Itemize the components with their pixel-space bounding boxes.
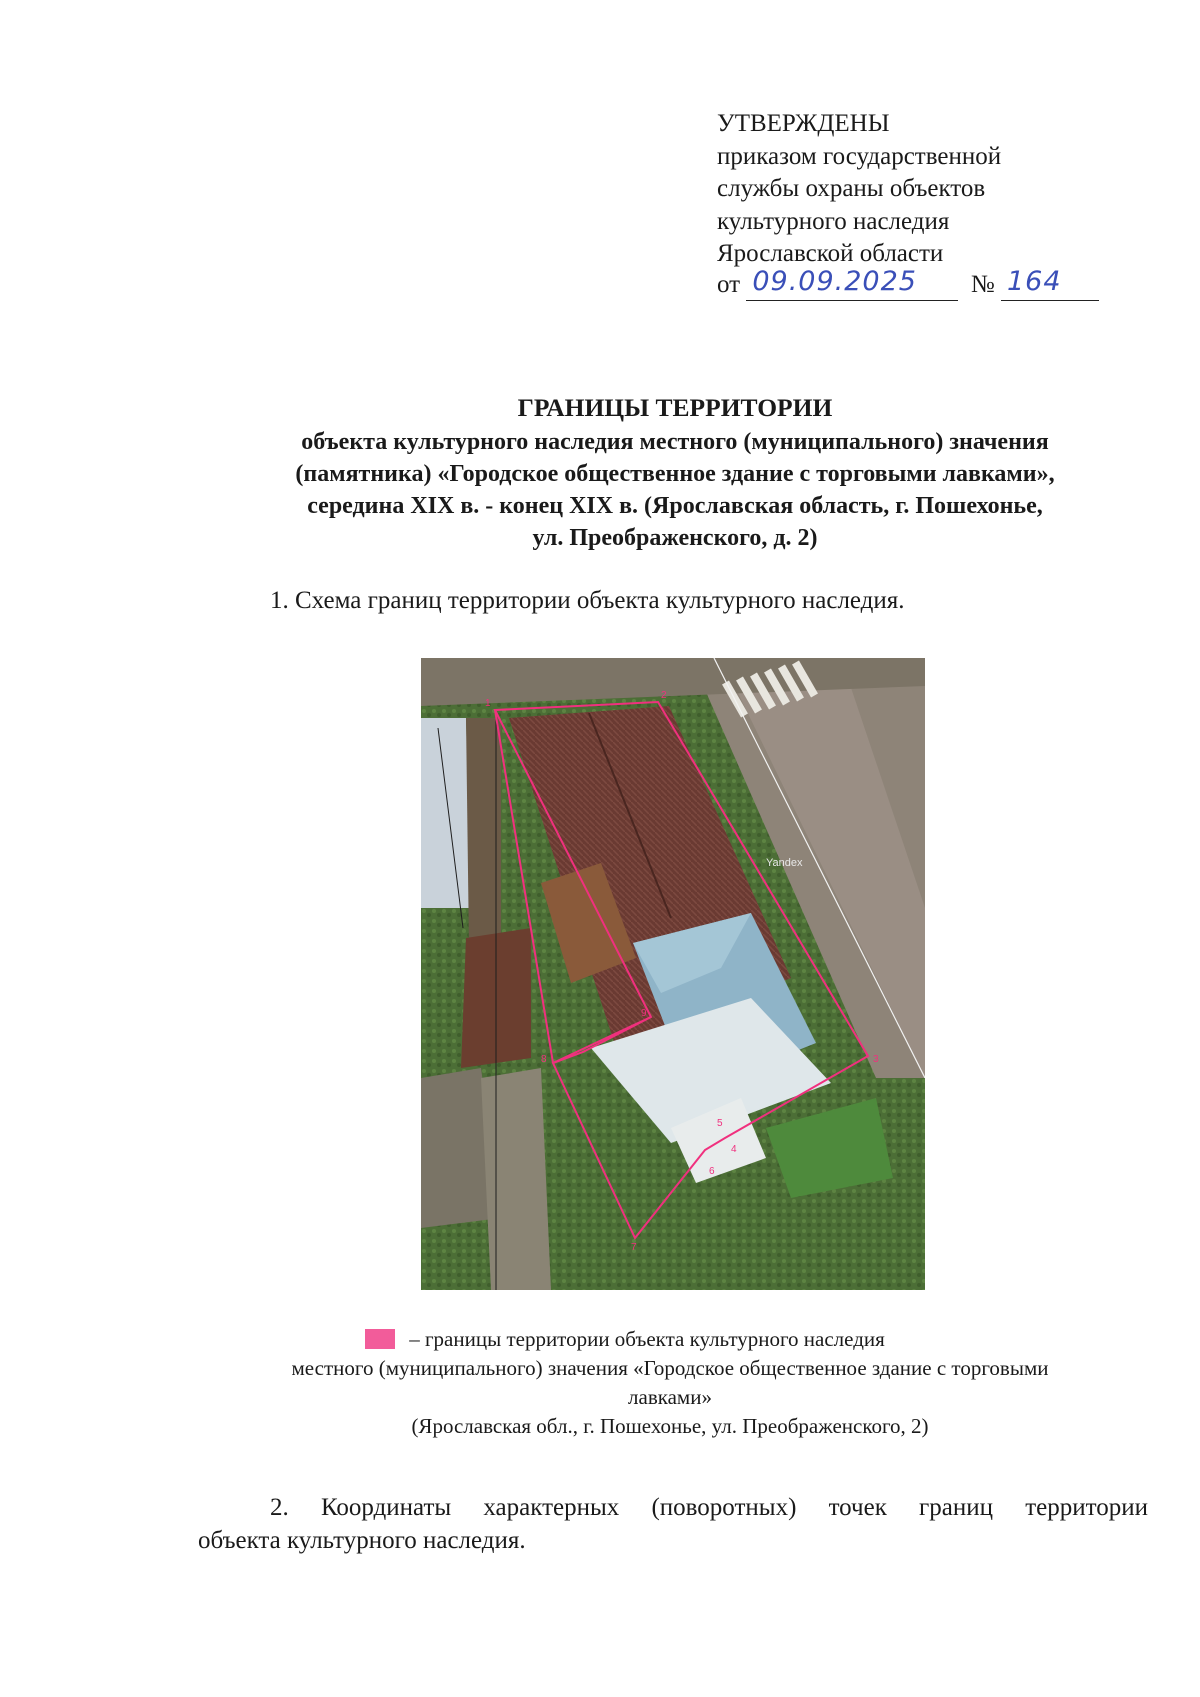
approval-heading: УТВЕРЖДЕНЫ [717, 110, 890, 137]
section-2-line: 2. Координаты характерных (поворотных) точек границ территории [270, 1494, 1148, 1521]
point-label: 7 [631, 1242, 637, 1253]
point-label: 1 [485, 698, 491, 709]
order-date-handwritten: 09.09.2025 [752, 265, 917, 297]
legend-line: (Ярославская обл., г. Пошехонье, ул. Преображенского, 2) [411, 1414, 929, 1438]
point-label: 9 [641, 1008, 647, 1019]
approval-line: приказом государственной [717, 142, 1002, 170]
legend-text: – границы территории объекта культурного наследия [409, 1327, 885, 1351]
point-label: 5 [717, 1118, 723, 1129]
title-main: ГРАНИЦЫ ТЕРРИТОРИИ [517, 393, 833, 422]
point-label: 8 [541, 1054, 547, 1065]
point-label: 3 [873, 1054, 879, 1065]
section-2-line: объекта культурного наследия. [198, 1527, 526, 1554]
satellite-map [421, 658, 925, 1290]
approval-line: Ярославской области [717, 240, 944, 267]
legend-line [190, 1325, 1150, 1354]
date-prefix: от [717, 270, 741, 298]
order-date-field [746, 265, 958, 301]
legend-line: лавками» [628, 1385, 712, 1409]
approval-line: культурного наследия [717, 207, 950, 235]
title-line: объекта культурного наследия местного (муниципального) значения [301, 429, 1049, 455]
section-1-heading: 1. Схема границ территории объекта культурного наследия. [270, 587, 905, 614]
point-label: 2 [661, 690, 667, 701]
map-watermark: Yandex [766, 857, 803, 869]
number-prefix: № [970, 270, 995, 298]
point-label: 6 [709, 1166, 715, 1177]
map-legend [190, 1325, 1150, 1441]
order-date-number-row [717, 265, 1137, 302]
title-line: середина XIX в. - конец XIX в. (Ярославская область, г. Пошехонье, [307, 493, 1043, 519]
order-number-field [1001, 265, 1099, 301]
title-line: (памятника) «Городское общественное здание с торговыми лавками», [295, 461, 1055, 487]
legend-swatch [365, 1329, 395, 1349]
order-number-handwritten: 164 [1006, 265, 1062, 297]
boundary-map-image [421, 658, 925, 1290]
approval-line: службы охраны объектов [717, 175, 986, 202]
approval-stamp [717, 108, 1137, 301]
document-title [200, 392, 1150, 554]
section-2-heading [198, 1491, 1148, 1557]
title-line: ул. Преображенского, д. 2) [532, 525, 818, 551]
point-label: 4 [731, 1144, 737, 1155]
legend-line: местного (муниципального) значения «Городское общественное здание с торговыми [291, 1356, 1049, 1380]
